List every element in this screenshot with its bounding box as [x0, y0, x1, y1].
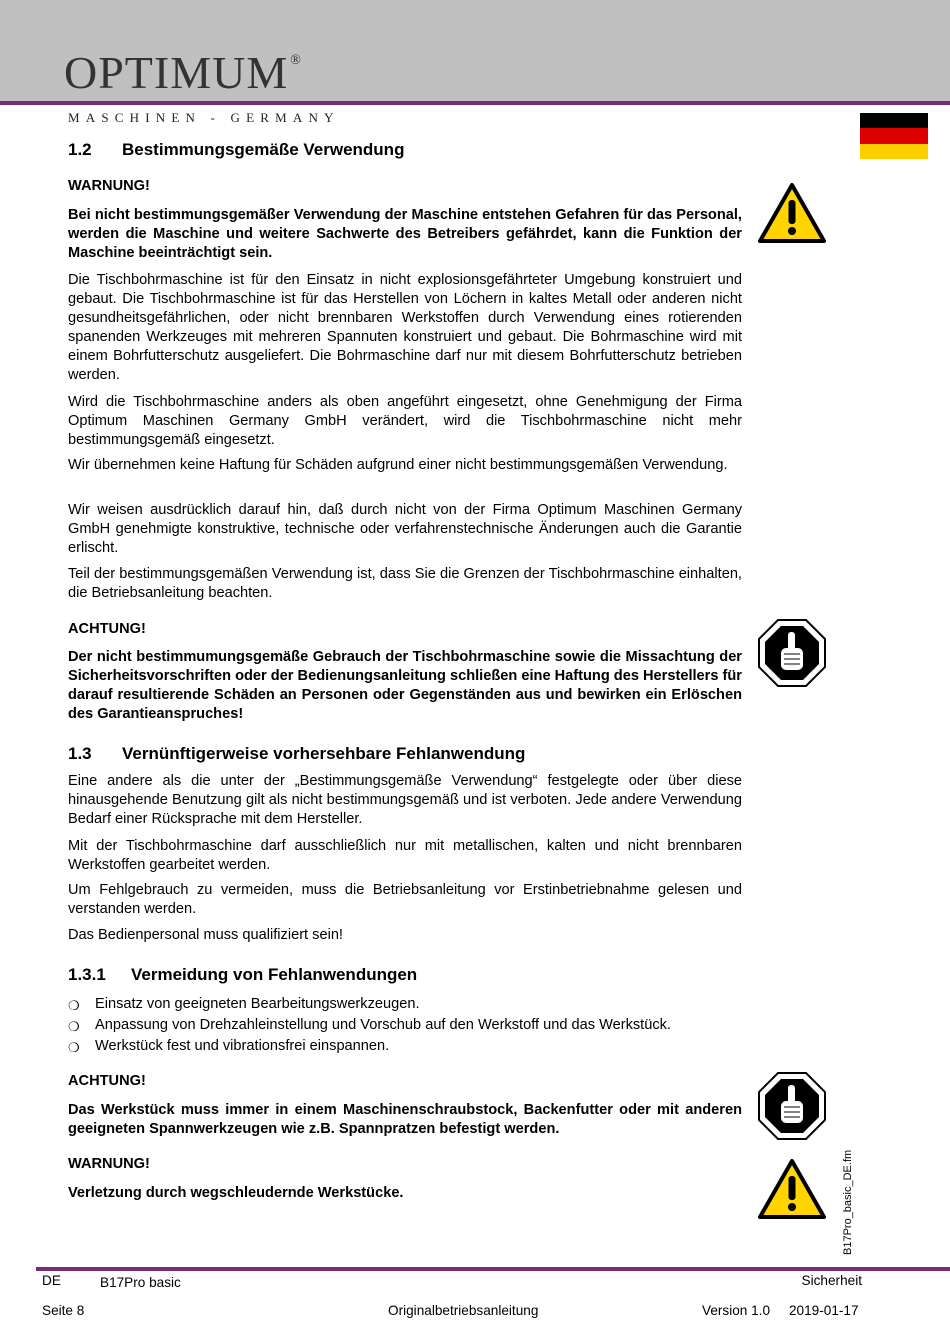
paragraph: Das Bedienpersonal muss qualifiziert sein!: [68, 927, 343, 943]
section-heading-1-3: 1.3 Vernünftigerweise vorhersehbare Fehlanwendung: [68, 744, 526, 763]
list-item: ❍ Werkstück fest und vibrationsfrei einspannen.: [68, 1038, 390, 1055]
paragraph: Wir übernehmen keine Haftung für Schäden aufgrund einer nicht bestimmungsgemäßen Verwendung.: [68, 457, 728, 473]
list-item: ❍ Anpassung von Drehzahleinstellung und Vorschub auf den Werkstoff und das Werkstück.: [68, 1017, 671, 1034]
caution-text: Der nicht bestimmumungsgemäße Gebrauch der Tischbohrmaschine sowie die Missachtung der Sicherheitsvorschriften oder der Bedienungsanleitung schließen eine Haftung des Herstellers für darauf resultierende Schäden an Personen oder Gegenständen aus und bewirken ein Erlöschen des Garantieanspruches!: [68, 649, 742, 722]
paragraph: Eine andere als die unter der „Bestimmungsgemäße Verwendung“ festgelegte oder über diese hinausgehende Benutzung gilt als nicht bestimmungsgemäß und ist verboten. Jede andere Verwendung Bedarf einer Rücksprache mit dem Hersteller.: [68, 773, 742, 827]
caution-label: ACHTUNG!: [68, 621, 146, 637]
footer-date: 2019-01-17: [789, 1303, 859, 1318]
footer-doc-type: Originalbetriebsanleitung: [388, 1303, 539, 1318]
german-flag-icon: [860, 113, 928, 159]
bullet-circle-icon: ❍: [68, 1040, 80, 1055]
section-heading-1-2: 1.2 Bestimmungsgemäße Verwendung: [68, 140, 405, 159]
footer-page: Seite 8: [42, 1303, 85, 1318]
footer-lang: DE: [42, 1273, 61, 1288]
warning-triangle-icon: [757, 1158, 827, 1220]
section-heading-1-3-1: 1.3.1 Vermeidung von Fehlanwendungen: [68, 965, 418, 984]
paragraph: Wird die Tischbohrmaschine anders als oben angeführt eingesetzt, ohne Genehmigung der Firma Optimum Maschinen Germany GmbH verändert, wird die Tischbohrmaschine nicht mehr bestimmungsgemäß eingesetzt.: [68, 394, 742, 448]
list-item: ❍ Einsatz von geeigneten Bearbeitungswerkzeugen.: [68, 996, 420, 1013]
stop-hand-icon: [757, 618, 827, 688]
bullet-circle-icon: ❍: [68, 1019, 80, 1034]
header-rule: [0, 101, 950, 105]
footer-version: Version 1.0: [702, 1303, 771, 1318]
optimum-logo: OPTIMUM ®: [64, 47, 302, 98]
paragraph: Die Tischbohrmaschine ist für den Einsatz in nicht explosionsgefährteter Umgebung konstruiert und gebaut. Die Tischbohrmaschine ist für das Herstellen von Löchern in kaltes Metall oder anderen nicht gesundheitsgefährlichen, oder nicht brennbaren Werkstoffen durch Verwendung eines rotierenden spanenden Werkzeuges mit mehreren Spannuten konstruiert und gebaut. Die Bohrmaschine wird mit einem Bohrfutterschutz ausgeliefert. Die Bohrmaschine darf nur mit diesem Bohrfutterschutz betrieben werden.: [68, 272, 742, 383]
caution-text: Das Werkstück muss immer in einem Maschinenschraubstock, Backenfutter oder mit anderen geeigneten Spannwerkzeugen wie z.B. Spannpratzen befestigt werden.: [68, 1102, 742, 1137]
warning-text: Verletzung durch wegschleudernde Werkstücke.: [68, 1185, 404, 1201]
warning-label: WARNUNG!: [68, 178, 150, 194]
file-name-label: B17Pro_basic_DE.fm: [842, 1149, 854, 1255]
paragraph: Wir weisen ausdrücklich darauf hin, daß durch nicht von der Firma Optimum Maschinen Germany GmbH genehmigte konstruktive, technische oder verfahrenstechnische Änderungen auch die Garantie erlischt.: [68, 502, 742, 556]
footer-section: Sicherheit: [801, 1273, 862, 1288]
stop-hand-icon: [757, 1071, 827, 1141]
paragraph: Um Fehlgebrauch zu vermeiden, muss die Betriebsanleitung vor Erstinbetriebnahme gelesen und verstanden werden.: [68, 882, 742, 917]
warning-triangle-icon: [757, 182, 827, 244]
paragraph: Mit der Tischbohrmaschine darf ausschließlich nur mit metallischen, kalten und nicht brennbaren Werkstoffen gearbeitet werden.: [68, 838, 742, 873]
caution-label: ACHTUNG!: [68, 1073, 146, 1089]
bullet-circle-icon: ❍: [68, 998, 80, 1013]
logo-tagline: MASCHINEN - GERMANY: [68, 110, 340, 125]
footer-rule: [36, 1267, 950, 1271]
warning-text: Bei nicht bestimmungsgemäßer Verwendung der Maschine entstehen Gefahren für das Personal, werden die Maschine und weitere Sachwerte des Betreibers gefährdet, kann die Funktion der Maschine beeinträchtigt sein.: [68, 207, 742, 261]
bullet-list: [68, 995, 742, 1058]
footer-model: B17Pro basic: [100, 1275, 181, 1290]
warning-label: WARNUNG!: [68, 1156, 150, 1172]
paragraph: Teil der bestimmungsgemäßen Verwendung ist, dass Sie die Grenzen der Tischbohrmaschine einhalten, die Betriebsanleitung beachten.: [68, 566, 742, 601]
